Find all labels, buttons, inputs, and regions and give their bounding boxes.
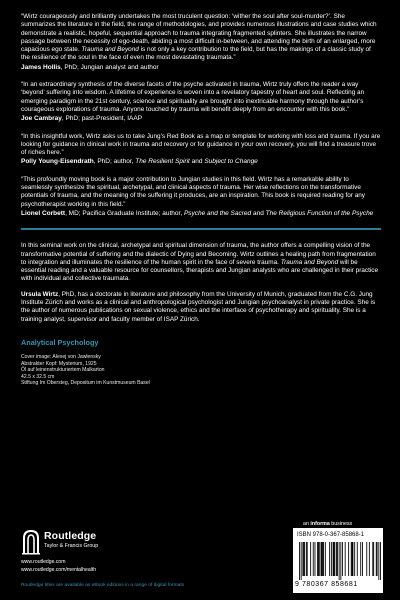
barcode-bar [334, 542, 335, 576]
barcode-bar [342, 542, 343, 576]
barcode-bar [304, 542, 305, 576]
barcode-bar [333, 542, 334, 576]
informa-suffix: business [329, 521, 353, 527]
barcode-bar [353, 542, 354, 576]
reviewer-name: Joe Cambray [21, 115, 62, 123]
reviewer-book-title: The Religious Function of the Psyche [265, 209, 374, 217]
barcode-bar [345, 542, 346, 576]
barcode-bar [317, 542, 318, 576]
reviewer-book-title: The Resilient Spirit [135, 158, 190, 166]
review-text: “Wirtz courageously and brilliantly undertakes the most truculent question: ‘wither the soul after soul-murder?’. She summarizes the literature in the field, the range of methodologies, and provides numerous illustrations and case studies which demonstrate a realistic, hopeful, sequential approach to trauma integrating fragmented splinters. She illustrates the narrow passage between the necessity of ego-death, abiding a most difficult in-between, and attending the birth of an enlarged, more capacious ego state. [21, 13, 377, 54]
barcode-bar [329, 542, 330, 576]
review-quote: “This profoundly moving book is a major contribution to Jungian studies in this field. Wirtz has a remarkable ability to seamlessly synthesize the spiritual, archetypal, and clinical aspects of trauma. Her wise reflections on the transformative potentials of trauma, and the meaning of the suffering it produces, are an inspiration. This book is required reading for any psychotherapist working in this field.” [21, 175, 365, 208]
review-text-end: is not only a key contribution to the field, but has the makings of a classic study of the resilience of the soul in the face of even the most devastating traumata.” [21, 46, 371, 62]
barcode-bar [352, 542, 353, 576]
barcode-bar [331, 542, 332, 576]
barcode-bar [321, 542, 322, 576]
informa-business-label [303, 521, 352, 527]
isbn-label: ISBN 978-0-367-85868-1 [297, 532, 365, 538]
informa-prefix: an [303, 521, 311, 527]
barcode [299, 542, 381, 580]
barcode-bar [369, 542, 370, 576]
barcode-bar [340, 542, 341, 580]
cover-credit-line: Stiftung Im Obersteg, Depositum im Kunstmuseum Basel [21, 380, 150, 387]
barcode-bar [302, 542, 303, 576]
barcode-bar [378, 542, 379, 580]
barcode-bar [336, 542, 337, 576]
cover-credit-line: Cover image: Alexej von Jawlensky [21, 353, 101, 360]
barcode-bar [351, 542, 352, 576]
barcode-bar [321, 542, 322, 576]
review-corbett [21, 176, 381, 218]
barcode-bar [348, 542, 349, 576]
routledge-logo-icon [21, 529, 41, 555]
section-divider [21, 228, 381, 230]
barcode-bar [306, 542, 307, 576]
author-name: Ursula Wirtz [21, 290, 59, 298]
reviewer-credentials-joiner: and [189, 158, 205, 166]
publisher-mental-health-url-link[interactable]: www.routledge.com/mentalhealth [21, 567, 97, 573]
reviewer-credentials: , PhD; Jungian analyst and author [60, 63, 159, 71]
reviewer-book-title: Psyche and the Sacred [183, 209, 252, 217]
review-attribution [21, 210, 381, 218]
barcode-bar [360, 542, 361, 576]
barcode-bar [315, 542, 316, 576]
reviewer-book-title: Subject to Change [204, 158, 258, 166]
review-attribution [21, 158, 381, 166]
reviewer-name: James Hollis [21, 63, 61, 71]
barcode-bar [334, 542, 335, 576]
barcode-bar [339, 542, 340, 580]
barcode-bar [337, 542, 338, 576]
cover-credit-line: Abstrakter Kopf: Mysterium, 1925 [21, 360, 97, 367]
barcode-bar [325, 542, 326, 576]
barcode-bar [354, 542, 355, 576]
review-quote: “In this insightful work, Wirtz asks us to take Jung’s Red Book as a map or template for working with loss and trauma. If you are looking for guidance in clinical work in trauma and recovery or for guidance in your own recovery, you will find a treasure trove of riches here.” [21, 132, 381, 157]
publisher-url-link[interactable]: www.routledge.com [21, 559, 66, 565]
isbn-barcode-box [293, 528, 383, 593]
reviewer-name: Polly Young-Eisendrath [21, 158, 94, 166]
cover-credit-line: 42.5 x 32.5 cm [21, 373, 55, 380]
barcode-bar [372, 542, 373, 576]
author-bio [21, 291, 381, 324]
barcode-bar [366, 542, 367, 576]
review-hollis [21, 13, 381, 72]
author-bio-text: , PhD, has a doctorate in literature and philosophy from the University of Munich, graduated from the C.G. Jung Institute Zürich and works as a clinical and anthropological psychologist and Jungian psychoanalyst in private practice. She is the author of numerous publications on sexual violence, ethics and the interface of psychotherapy and spirituality. She is a training analyst, supervisor and faculty member of ISAP Zürich. [21, 290, 376, 323]
reviewer-credentials-joiner: and [251, 209, 266, 217]
back-cover-text [21, 13, 381, 387]
book-title-italic: Trauma and Beyond [280, 258, 339, 266]
review-attribution [21, 64, 381, 72]
barcode-bar [303, 542, 304, 576]
review-young-eisendrath [21, 133, 381, 167]
barcode-bar [301, 542, 302, 580]
review-quote: “In an extraordinary synthesis of the diverse facets of the psyche activated in trauma, Wirtz truly offers the reader a way ‘beyond’ suffering into wisdom. A lifetime of experience is woven into a revelatory tapestry of heart and soul. Reflecting an emerging paradigm in the 21st century, science and spirituality are brought into inextricable harmony through the author’s courageous explorations of trauma. Anyone touched by trauma will benefit deeply from an encounter with this book.” [21, 81, 365, 113]
blurb-text-end: will be essential reading and a valuable resource for counsellors, therapists and Jungian analysts who are challenged in their practice with individual and collective traumata. [21, 258, 379, 283]
reviewer-credentials: , MD; Pacifica Graduate Institute; author, [65, 209, 184, 217]
review-cambray [21, 81, 381, 123]
routledge-logo [21, 529, 131, 555]
barcode-bar [319, 542, 320, 576]
cover-image-credits [21, 354, 381, 387]
barcode-bar [376, 542, 377, 576]
publisher-name: Routledge [44, 530, 97, 542]
subject-category: Analytical Psychology [21, 337, 99, 347]
barcode-bar [357, 542, 358, 576]
publisher-group: Taylor & Francis Group [44, 543, 99, 549]
barcode-bar [380, 542, 381, 580]
book-blurb [21, 242, 381, 283]
barcode-bar [373, 542, 374, 576]
book-title-italic: Trauma and Beyond [81, 46, 139, 54]
isbn-digits: 9 780367 858681 [295, 581, 358, 588]
barcode-bar [322, 542, 323, 576]
reviewer-credentials: , PhD; past-President, IAAP [61, 115, 143, 123]
review-attribution [21, 115, 381, 123]
review-quote [21, 13, 381, 63]
blurb-text: In this seminal work on the clinical, archetypal and spiritual dimension of trauma, the author offers a compelling vision of the transformative potential of suffering and the dialectic of Dying and Becoming. Wirtz outlines a healing path from fragmentation to integration and illuminates the resilience of the human spirit in the face of severe trauma. [21, 242, 376, 266]
barcode-bar [310, 542, 311, 576]
informa-name: informa [310, 521, 330, 527]
ebook-availability-note: Routledge titles are available as eBook editions in a range of digital formats [21, 583, 185, 588]
barcode-bar [323, 542, 324, 576]
barcode-bar [318, 542, 319, 576]
barcode-bar [362, 542, 363, 576]
barcode-bar [307, 542, 308, 576]
cover-credit-line: Öl auf leinenstrukturiertem Malkarton [21, 367, 105, 374]
barcode-bar [299, 542, 300, 580]
reviewer-credentials: , PhD; author, [93, 158, 136, 166]
barcode-bar [313, 542, 314, 576]
barcode-bar [377, 542, 378, 576]
reviewer-name: Lionel Corbett [21, 209, 66, 217]
